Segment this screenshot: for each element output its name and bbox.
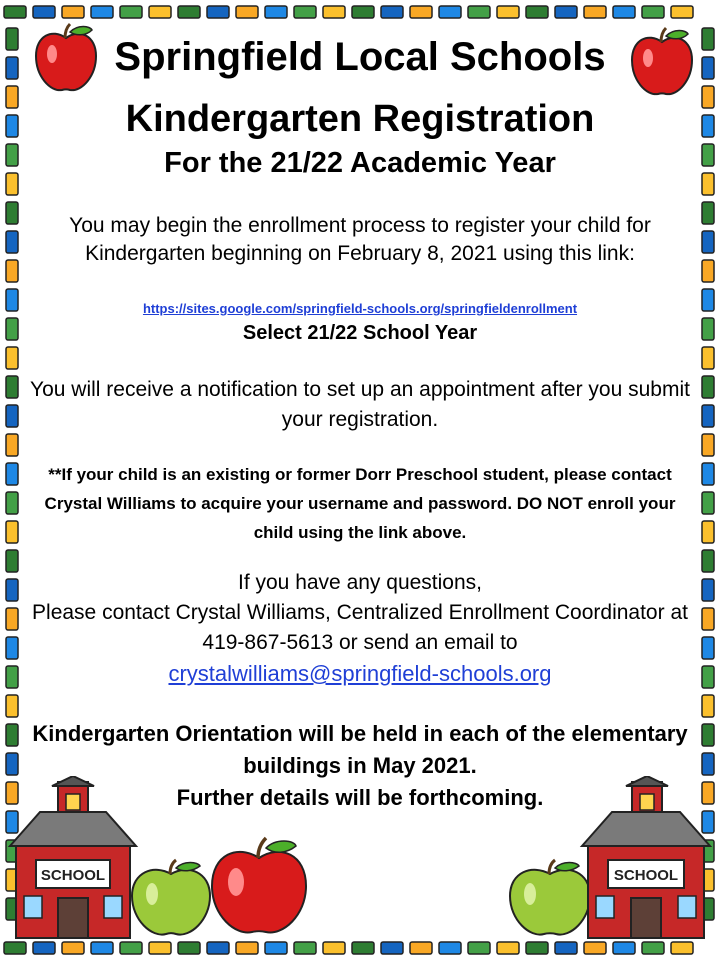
enrollment-link-container [30,300,690,318]
border-dash [265,6,287,18]
border-dash [6,405,18,427]
preschool-note: **If your child is an existing or former Dorr Preschool student, please contact Crystal Williams to acquire your username and password. DO NOT enroll your child using the link above. [44,465,676,542]
border-dash [702,115,714,137]
border-dash [702,579,714,601]
border-dash [702,144,714,166]
border-dash [178,6,200,18]
border-dash [6,463,18,485]
border-dash [702,434,714,456]
enrollment-link[interactable]: https://sites.google.com/springfield-schools.org/springfieldenrollment [142,301,578,316]
border-dash [91,6,113,18]
border-dash [33,6,55,18]
border-dash [439,942,461,954]
border-dash [6,28,18,50]
border-dash [702,492,714,514]
border-dash [207,6,229,18]
contact-line-2: Please contact Crystal Williams, Centralized Enrollment Coordinator at 419-867-5613 or send an email to [32,601,688,654]
border-dash [702,666,714,688]
border-dash [497,942,519,954]
border-dash [323,942,345,954]
schoolhouse-icon [6,776,140,940]
border-dash [6,550,18,572]
border-dash [6,695,18,717]
border-dash [6,637,18,659]
academic-year: For the 21/22 Academic Year [164,147,556,179]
orientation-line-2: Further details will be forthcoming. [176,785,544,810]
border-dash [702,637,714,659]
border-dash [6,260,18,282]
border-dash [4,942,26,954]
border-dash [120,6,142,18]
border-dash [6,86,18,108]
border-dash [702,28,714,50]
border-dash [6,434,18,456]
border-dash [526,6,548,18]
border-dash [702,521,714,543]
border-dash [702,260,714,282]
border-dash [6,144,18,166]
district-title: Springfield Local Schools [114,35,606,79]
border-dash [613,942,635,954]
email-link[interactable]: crystalwilliams@springfield-schools.org [168,661,552,686]
border-dash [671,942,693,954]
border-dash [702,608,714,630]
contact-info [30,568,690,658]
page-title: Kindergarten Registration [125,98,595,140]
border-dash [33,942,55,954]
border-dash [323,6,345,18]
border-dash [236,6,258,18]
border-dash [702,202,714,224]
border-dash [702,550,714,572]
border-dash [6,608,18,630]
contact-line-1: If you have any questions, [238,571,482,594]
border-dash [702,463,714,485]
border-dash [6,521,18,543]
border-dash [6,115,18,137]
border-dash [6,318,18,340]
border-dash [468,6,490,18]
border-dash [294,942,316,954]
top-border [0,0,720,24]
border-dash [352,942,374,954]
border-dash [702,405,714,427]
border-dash [410,942,432,954]
border-dash [555,942,577,954]
border-dash [642,942,664,954]
border-dash [352,6,374,18]
border-dash [91,942,113,954]
border-dash [613,6,635,18]
border-dash [702,173,714,195]
schoolhouse-icon [578,776,714,940]
border-dash [702,695,714,717]
border-dash [555,6,577,18]
border-dash [6,289,18,311]
border-dash [207,942,229,954]
school-sign-right: SCHOOL [613,867,679,884]
border-dash [702,86,714,108]
border-dash [702,318,714,340]
border-dash [526,942,548,954]
select-year-note: Select 21/22 School Year [242,322,478,344]
border-dash [702,724,714,746]
border-dash [6,376,18,398]
border-dash [702,289,714,311]
border-dash [702,57,714,79]
border-dash [265,942,287,954]
border-dash [584,942,606,954]
border-dash [178,942,200,954]
notification-text: You will receive a notification to set up an appointment after you submit your registration. [30,378,690,431]
orientation-line-1: Kindergarten Orientation will be held in each of the elementary buildings in May 2021. [32,721,688,778]
border-dash [6,231,18,253]
border-dash [6,347,18,369]
school-sign-left: SCHOOL [40,867,106,884]
border-dash [6,57,18,79]
email-container [30,659,690,689]
border-dash [236,942,258,954]
enrollment-intro: You may begin the enrollment process to register your child for Kindergarten beginning on February 8, 2021 using this link: [69,214,651,265]
border-dash [702,376,714,398]
border-dash [294,6,316,18]
border-dash [6,579,18,601]
border-dash [381,942,403,954]
border-dash [6,724,18,746]
border-dash [702,231,714,253]
border-dash [6,666,18,688]
apple-icon [206,836,312,936]
border-dash [410,6,432,18]
border-dash [468,942,490,954]
border-dash [584,6,606,18]
border-dash [671,6,693,18]
border-dash [4,6,26,18]
border-dash [439,6,461,18]
border-dash [6,753,18,775]
border-dash [6,202,18,224]
border-dash [62,942,84,954]
border-dash [702,347,714,369]
border-dash [149,942,171,954]
border-dash [120,942,142,954]
green-apple-icon [126,858,216,938]
border-dash [497,6,519,18]
border-dash [149,6,171,18]
border-dash [62,6,84,18]
border-dash [6,173,18,195]
border-dash [702,753,714,775]
border-dash [642,6,664,18]
border-dash [381,6,403,18]
border-dash [6,492,18,514]
